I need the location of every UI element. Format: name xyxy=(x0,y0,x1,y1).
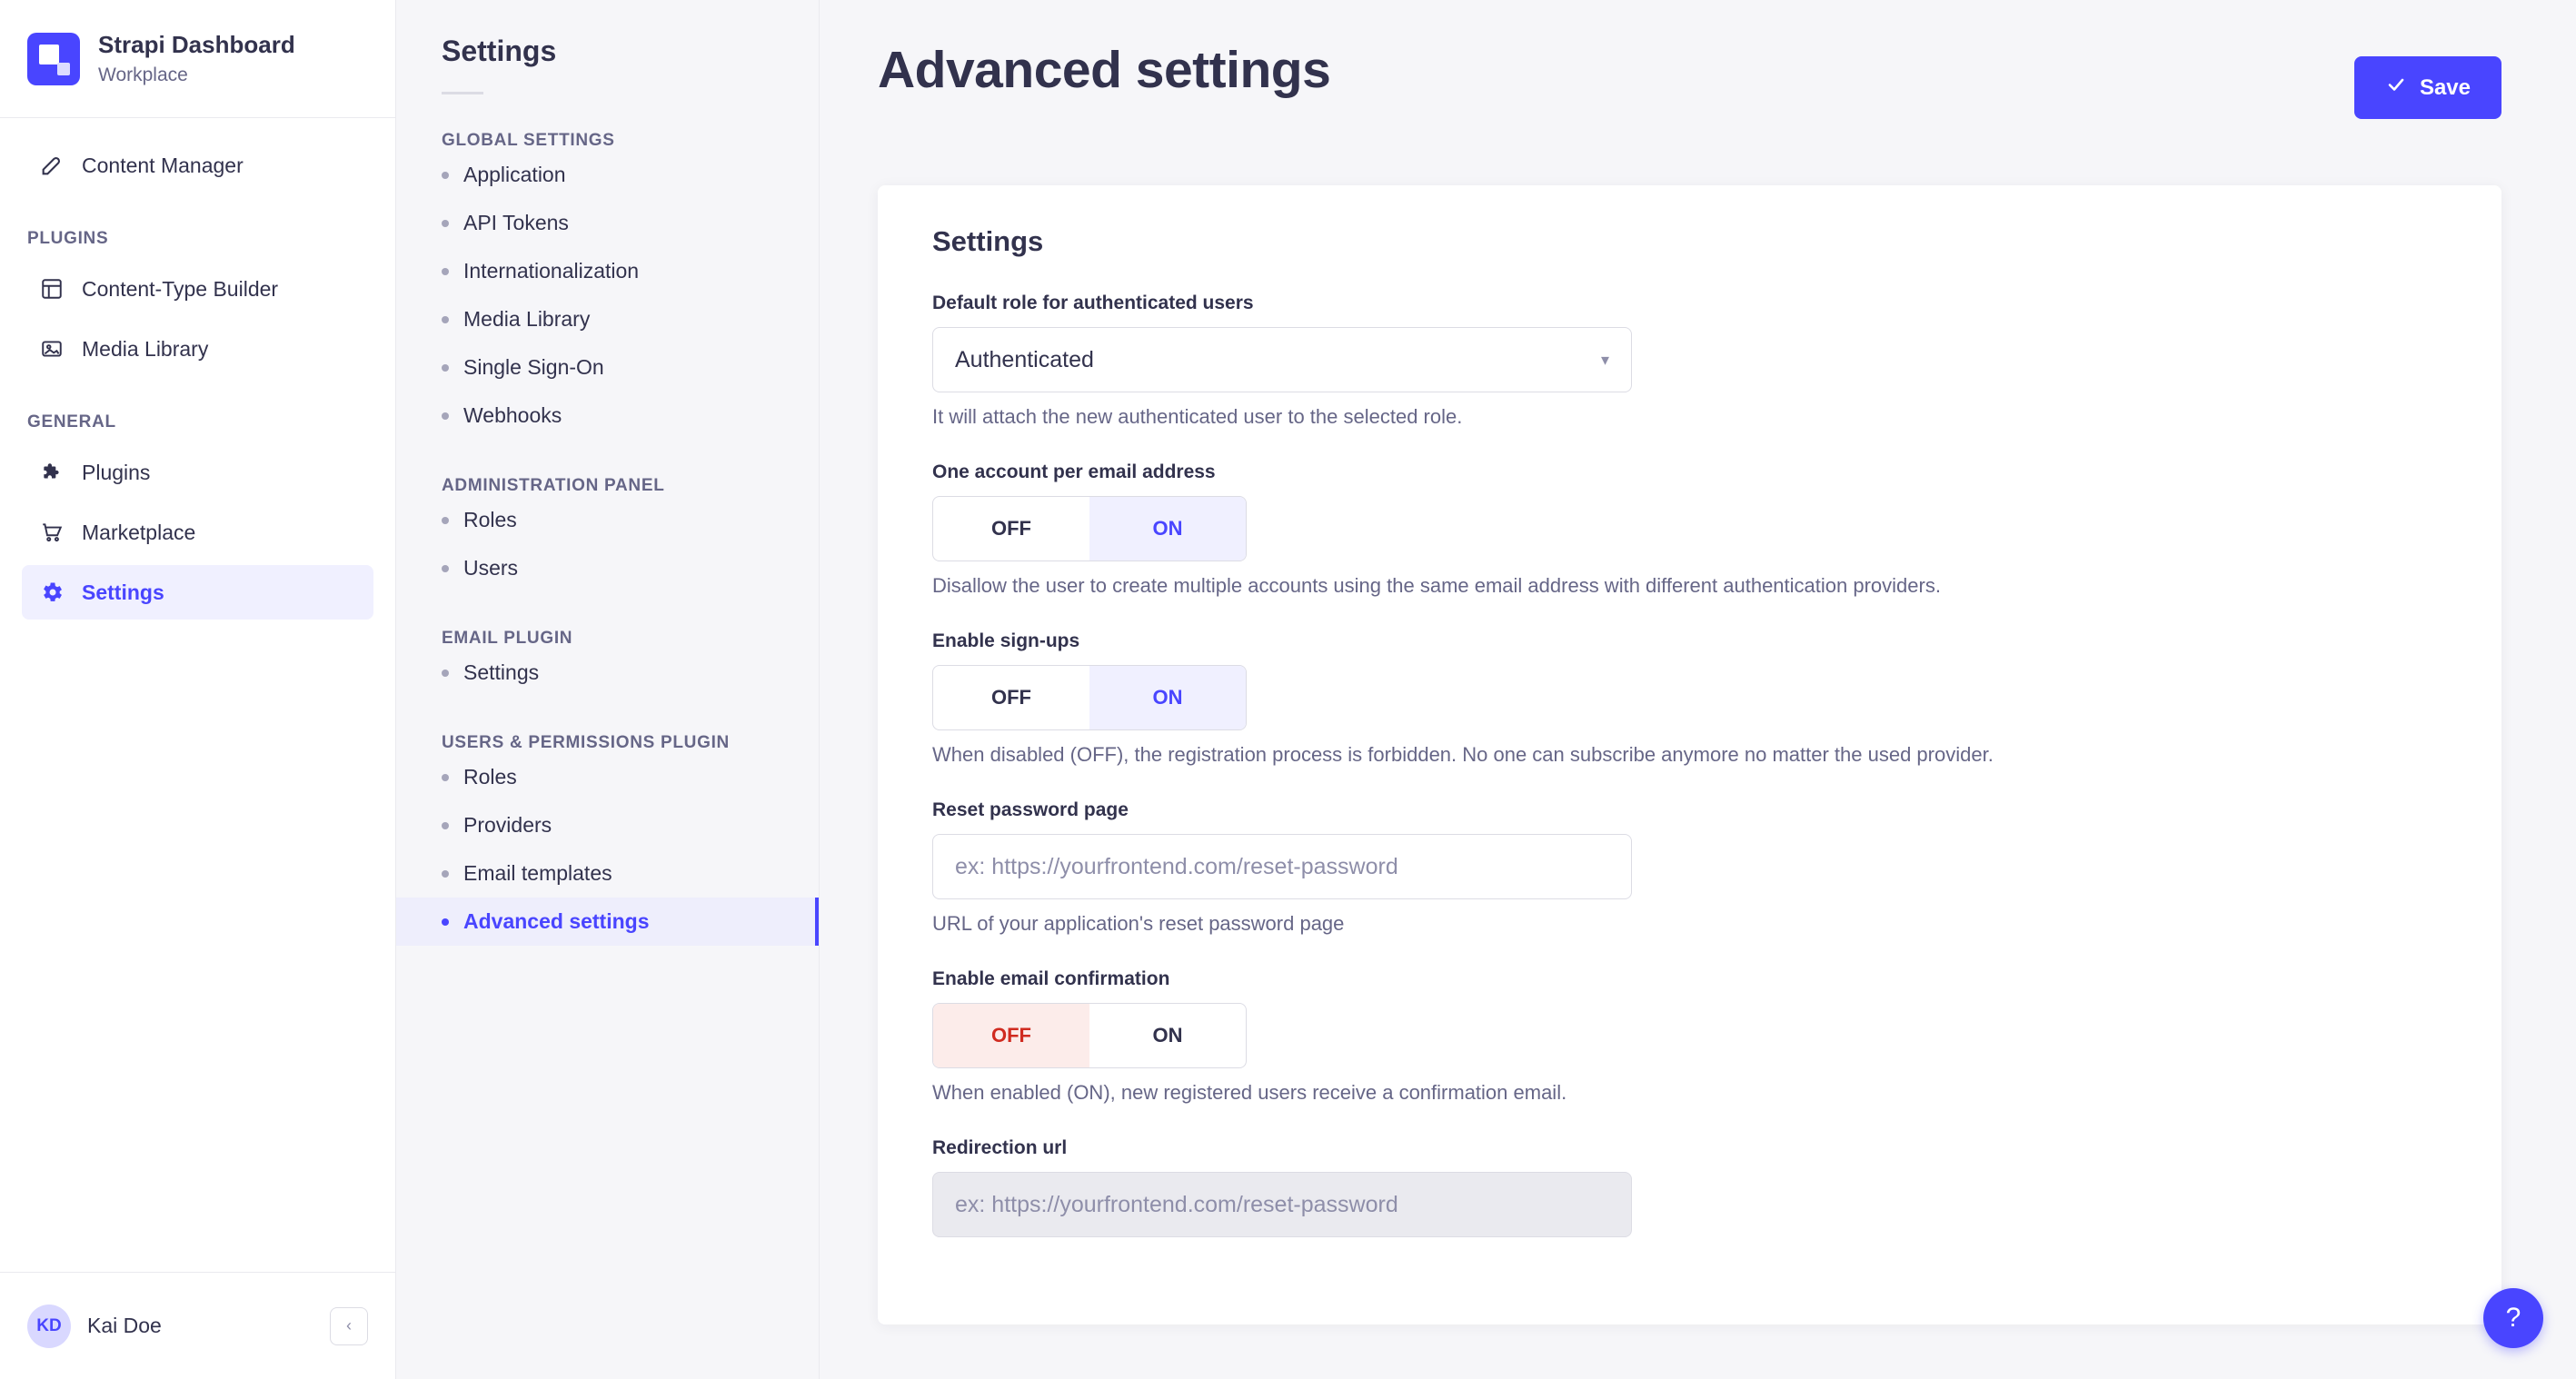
subnav-item-admin-users[interactable] xyxy=(396,544,819,592)
subnav-group-administration-panel: ADMINISTRATION PANEL xyxy=(442,476,665,495)
bullet-icon xyxy=(442,517,449,524)
page-header xyxy=(820,0,2576,119)
subnav-item-label: Webhooks xyxy=(463,403,562,427)
subnav-item-up-roles[interactable] xyxy=(396,753,819,801)
subnav-item-label: Media Library xyxy=(463,307,591,331)
subnav-item-label: Roles xyxy=(463,765,517,789)
user-name: Kai Doe xyxy=(87,1314,162,1337)
strapi-logo-icon xyxy=(27,33,80,85)
bullet-icon xyxy=(442,918,449,926)
subnav-divider xyxy=(442,92,483,94)
field-default-role xyxy=(932,293,2447,429)
bullet-icon xyxy=(442,364,449,372)
bullet-icon xyxy=(442,268,449,275)
bullet-icon xyxy=(442,870,449,878)
layout-icon xyxy=(38,275,65,303)
sidebar-item-media-library[interactable] xyxy=(22,322,373,376)
field-label: Enable sign-ups xyxy=(932,630,1080,651)
field-label: Redirection url xyxy=(932,1137,1068,1158)
subnav-item-api-tokens[interactable] xyxy=(396,199,819,247)
bullet-icon xyxy=(442,565,449,572)
sidebar-item-label: Content-Type Builder xyxy=(82,276,279,301)
subnav-item-advanced-settings[interactable] xyxy=(396,898,819,946)
sidebar-item-label: Media Library xyxy=(82,336,209,361)
subnav-group-users-permissions: USERS & PERMISSIONS PLUGIN xyxy=(442,733,730,752)
sidebar-group-plugins: PLUGINS xyxy=(27,229,109,248)
subnav-item-providers[interactable] xyxy=(396,801,819,849)
sidebar-item-plugins[interactable] xyxy=(22,445,373,500)
field-hint: When disabled (OFF), the registration process is forbidden. No one can subscribe anymore no matter the used provider. xyxy=(932,743,1994,766)
toggle-option-off[interactable]: OFF xyxy=(933,1004,1089,1067)
chevron-down-icon: ▾ xyxy=(1600,350,1609,369)
subnav-item-label: Advanced settings xyxy=(463,909,650,933)
left-sidebar xyxy=(0,0,396,1379)
default-role-value: Authenticated xyxy=(955,346,1094,372)
sidebar-footer xyxy=(0,1272,395,1379)
subnav-item-label: Email templates xyxy=(463,861,612,885)
field-hint: Disallow the user to create multiple accounts using the same email address with different authentication providers. xyxy=(932,574,1941,597)
toggle-option-off[interactable]: OFF xyxy=(991,686,1031,709)
sidebar-item-settings[interactable] xyxy=(22,565,373,620)
toggle-option-on[interactable]: ON xyxy=(1152,1024,1183,1047)
bullet-icon xyxy=(442,412,449,420)
save-button[interactable] xyxy=(2354,56,2501,119)
subnav-group-email-plugin: EMAIL PLUGIN xyxy=(442,629,573,648)
help-button[interactable] xyxy=(2483,1288,2543,1348)
field-hint: It will attach the new authenticated user to the selected role. xyxy=(932,405,1463,428)
shopping-cart-icon xyxy=(38,519,65,546)
field-hint: When enabled (ON), new registered users receive a confirmation email. xyxy=(932,1081,1567,1104)
field-label: One account per email address xyxy=(932,461,1216,482)
sidebar-group-general: GENERAL xyxy=(27,412,116,432)
field-enable-email-confirmation xyxy=(932,968,2447,1105)
sidebar-item-label: Marketplace xyxy=(82,520,196,544)
subnav-item-application[interactable] xyxy=(396,151,819,199)
toggle-option-on[interactable]: ON xyxy=(1089,497,1246,561)
redirection-url-input[interactable] xyxy=(932,1172,1632,1237)
subnav-item-admin-roles[interactable] xyxy=(396,496,819,544)
main-content xyxy=(820,0,2576,1379)
subnav-item-label: Roles xyxy=(463,508,517,531)
settings-subnav xyxy=(396,0,820,1379)
subnav-item-label: Users xyxy=(463,556,519,580)
avatar: KD xyxy=(27,1305,71,1348)
subnav-item-label: Application xyxy=(463,163,566,186)
pencil-icon xyxy=(38,152,65,179)
subnav-title: Settings xyxy=(442,35,557,67)
image-icon xyxy=(38,335,65,362)
subnav-item-email-templates[interactable] xyxy=(396,849,819,898)
subnav-item-label: Settings xyxy=(463,660,540,684)
save-button-label: Save xyxy=(2419,74,2471,100)
page-title: Advanced settings xyxy=(878,41,1331,99)
subnav-item-single-sign-on[interactable] xyxy=(396,343,819,392)
subnav-item-email-settings[interactable] xyxy=(396,649,819,697)
subnav-item-internationalization[interactable] xyxy=(396,247,819,295)
field-label: Enable email confirmation xyxy=(932,968,1170,989)
card-title: Settings xyxy=(932,225,1044,257)
enable-email-confirmation-toggle[interactable] xyxy=(932,1003,1247,1068)
subnav-item-label: Single Sign-On xyxy=(463,355,604,379)
bullet-icon xyxy=(442,220,449,227)
reset-password-page-input[interactable] xyxy=(932,834,1632,899)
sidebar-item-content-type-builder[interactable] xyxy=(22,262,373,316)
sidebar-item-label: Plugins xyxy=(82,460,151,484)
field-redirection-url xyxy=(932,1137,2447,1237)
puzzle-icon xyxy=(38,459,65,486)
bullet-icon xyxy=(442,172,449,179)
subnav-item-label: Internationalization xyxy=(463,259,640,283)
bullet-icon xyxy=(442,670,449,677)
sidebar-item-marketplace[interactable] xyxy=(22,505,373,560)
enable-signups-toggle[interactable] xyxy=(932,665,1247,730)
subnav-item-webhooks[interactable] xyxy=(396,392,819,440)
brand-header xyxy=(0,0,395,118)
chevron-left-icon[interactable]: ‹ xyxy=(330,1307,368,1345)
toggle-option-off[interactable]: OFF xyxy=(991,517,1031,540)
field-reset-password-page xyxy=(932,799,2447,936)
sidebar-item-content-manager[interactable] xyxy=(22,138,373,193)
field-label: Default role for authenticated users xyxy=(932,293,1254,313)
subnav-group-global-settings: GLOBAL SETTINGS xyxy=(442,131,615,150)
brand-subtitle: Workplace xyxy=(98,64,188,85)
toggle-option-on[interactable]: ON xyxy=(1089,666,1246,729)
check-icon xyxy=(2385,74,2407,102)
bullet-icon xyxy=(442,822,449,829)
brand-title: Strapi Dashboard xyxy=(98,31,295,59)
field-enable-signups xyxy=(932,630,2447,767)
subnav-item-media-library[interactable] xyxy=(396,295,819,343)
bullet-icon xyxy=(442,774,449,781)
subnav-item-label: Providers xyxy=(463,813,552,837)
one-account-per-email-toggle[interactable] xyxy=(932,496,1247,561)
settings-card xyxy=(878,185,2501,1324)
bullet-icon xyxy=(442,316,449,323)
field-hint: URL of your application's reset password page xyxy=(932,912,1345,935)
field-label: Reset password page xyxy=(932,799,1129,820)
default-role-select[interactable] xyxy=(932,327,1632,392)
subnav-item-label: API Tokens xyxy=(463,211,569,234)
question-mark-icon: ? xyxy=(2505,1303,2521,1333)
field-one-account-per-email xyxy=(932,461,2447,598)
sidebar-item-label: Settings xyxy=(82,580,164,604)
gear-icon xyxy=(38,579,65,606)
sidebar-item-label: Content Manager xyxy=(82,153,244,177)
